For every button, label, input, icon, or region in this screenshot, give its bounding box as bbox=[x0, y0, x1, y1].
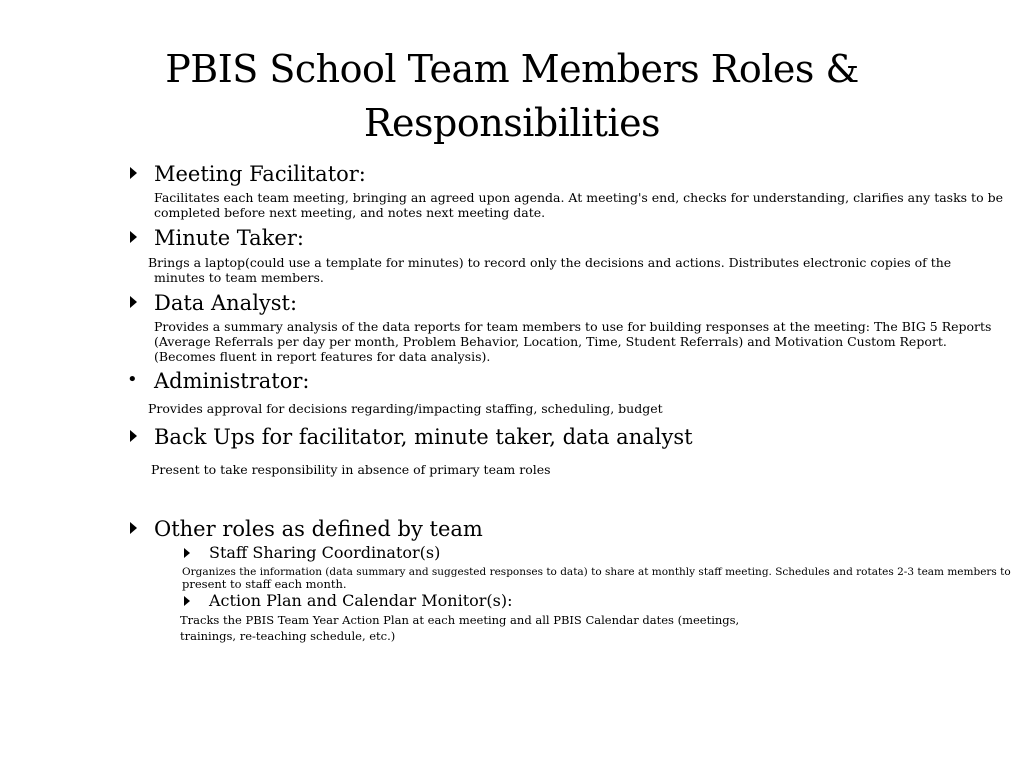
role-administrator-text: Provides approval for decisions regarding/impacting staffing, scheduling, budget bbox=[148, 401, 663, 416]
bullet-arrow-icon bbox=[130, 167, 137, 179]
role-administrator-heading: Administrator: bbox=[154, 369, 310, 393]
role-minute-taker-heading: Minute Taker: bbox=[154, 226, 304, 250]
bullet-arrow-icon bbox=[130, 430, 137, 442]
subrole-staff-sharing-text-1: Organizes the information (data summary and suggested responses to data) to share at monthly staff meeting. Schedules and rotates 2-3 team members to bbox=[182, 566, 1011, 578]
role-data-analyst-text-3: (Becomes fluent in report features for data analysis). bbox=[154, 349, 491, 364]
bullet-arrow-icon bbox=[130, 522, 137, 534]
role-data-analyst-text-1: Provides a summary analysis of the data reports for team members to use for building responses at the meeting: The BIG 5 Reports bbox=[154, 319, 992, 334]
role-minute-taker-text-2: minutes to team members. bbox=[154, 270, 324, 285]
bullet-dot-icon: • bbox=[127, 369, 138, 390]
subrole-action-plan-text-2: trainings, re-teaching schedule, etc.) bbox=[180, 629, 396, 643]
role-meeting-facilitator-heading: Meeting Facilitator: bbox=[154, 162, 366, 186]
slide-title-line-1: PBIS School Team Members Roles & bbox=[165, 47, 859, 91]
role-meeting-facilitator-text-1: Facilitates each team meeting, bringing an agreed upon agenda. At meeting's end, checks for understanding, clarifies any tasks to be bbox=[154, 190, 1003, 205]
role-other-heading: Other roles as defined by team bbox=[154, 517, 483, 541]
slide-title-line-2: Responsibilities bbox=[363, 101, 661, 145]
role-data-analyst-heading: Data Analyst: bbox=[154, 291, 298, 315]
bullet-arrow-icon bbox=[130, 296, 137, 308]
role-meeting-facilitator-text-2: completed before next meeting, and notes next meeting date. bbox=[154, 205, 546, 220]
slide-title bbox=[0, 42, 1024, 150]
subrole-staff-sharing-text-2: present to staff each month. bbox=[182, 577, 347, 591]
sub-bullet-arrow-icon bbox=[184, 548, 190, 558]
subrole-staff-sharing-heading: Staff Sharing Coordinator(s) bbox=[209, 543, 441, 562]
subrole-action-plan-text-1: Tracks the PBIS Team Year Action Plan at each meeting and all PBIS Calendar dates (meetings, bbox=[180, 613, 740, 627]
subrole-action-plan-heading: Action Plan and Calendar Monitor(s): bbox=[209, 591, 513, 610]
role-backups-heading: Back Ups for facilitator, minute taker, data analyst bbox=[154, 425, 693, 449]
role-backups-text: Present to take responsibility in absence of primary team roles bbox=[151, 462, 551, 477]
sub-bullet-arrow-icon bbox=[184, 596, 190, 606]
role-minute-taker-text-1: Brings a laptop(could use a template for minutes) to record only the decisions and actions. Distributes electronic copies of the bbox=[148, 255, 952, 270]
bullet-arrow-icon bbox=[130, 231, 137, 243]
role-data-analyst-text-2: (Average Referrals per day per month, Problem Behavior, Location, Time, Student Referrals) and Motivation Custom Report. bbox=[154, 334, 947, 349]
